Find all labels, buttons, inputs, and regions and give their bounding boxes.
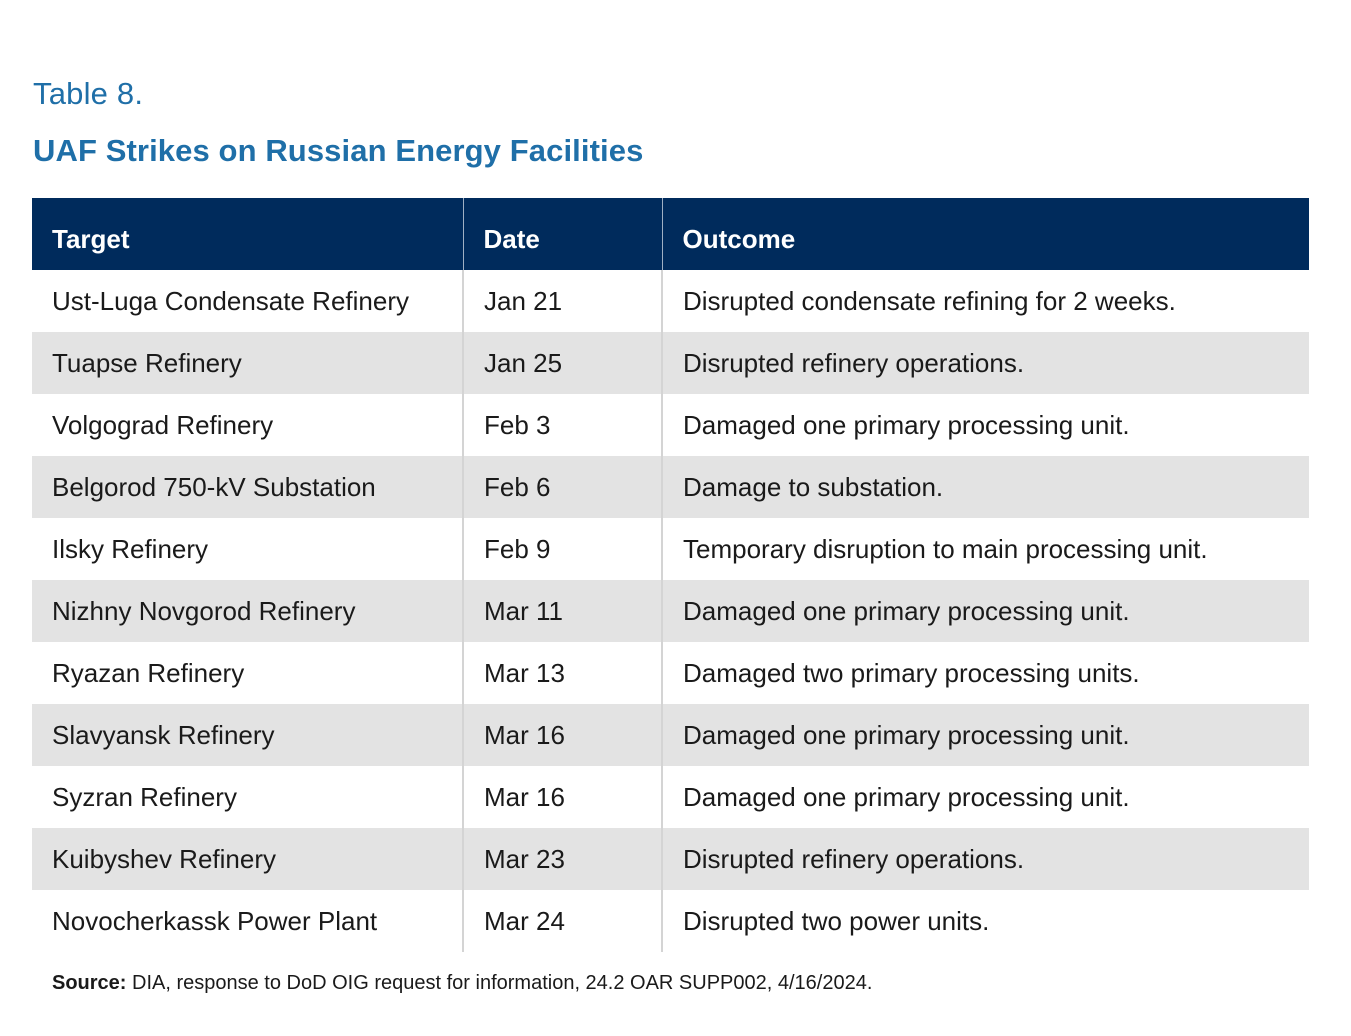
cell-target: Slavyansk Refinery <box>32 704 463 766</box>
cell-date: Mar 24 <box>463 890 662 952</box>
header-outcome: Outcome <box>662 198 1309 270</box>
table-title: UAF Strikes on Russian Energy Facilities <box>33 133 644 168</box>
cell-target: Volgograd Refinery <box>52 409 274 440</box>
cell-date: Jan 25 <box>463 332 662 394</box>
header-target: Target <box>32 198 463 270</box>
cell-outcome: Damaged two primary processing units. <box>662 642 1309 704</box>
table-row <box>32 270 1309 332</box>
table-row <box>32 890 1309 952</box>
cell-outcome: Temporary disruption to main processing unit. <box>662 518 1309 580</box>
cell-target: Nizhny Novgorod Refinery <box>32 580 463 642</box>
cell-target: Tuapse Refinery <box>32 332 463 394</box>
cell-target: Novocherkassk Power Plant <box>52 905 378 936</box>
cell-target: Ilsky Refinery <box>52 533 209 564</box>
table-row <box>32 518 1309 580</box>
strikes-table <box>32 198 1309 952</box>
cell-outcome: Damage to substation. <box>662 456 1309 518</box>
table-row <box>32 580 1309 642</box>
cell-outcome: Disrupted refinery operations. <box>662 332 1309 394</box>
cell-outcome: Damaged one primary processing unit. <box>662 766 1309 828</box>
table-row <box>32 642 1309 704</box>
cell-outcome: Disrupted refinery operations. <box>662 828 1309 890</box>
cell-target: Ust-Luga Condensate Refinery <box>52 285 409 316</box>
table-row <box>32 456 1309 518</box>
cell-date: Feb 6 <box>463 456 662 518</box>
cell-target: Ryazan Refinery <box>52 657 245 688</box>
header-date: Date <box>463 198 662 270</box>
cell-outcome: Disrupted two power units. <box>662 890 1309 952</box>
cell-target: Kuibyshev Refinery <box>32 828 463 890</box>
table-row <box>32 394 1309 456</box>
cell-outcome: Damaged one primary processing unit. <box>662 394 1309 456</box>
cell-date: Mar 13 <box>463 642 662 704</box>
cell-target: Belgorod 750-kV Substation <box>32 456 463 518</box>
table-header-row <box>32 198 1309 270</box>
source-note <box>52 972 872 995</box>
cell-outcome: Damaged one primary processing unit. <box>662 704 1309 766</box>
cell-date: Jan 21 <box>463 270 662 332</box>
table-row <box>32 828 1309 890</box>
source-text: DIA, response to DoD OIG request for information, 24.2 OAR SUPP002, 4/16/2024. <box>126 972 873 994</box>
cell-date: Feb 3 <box>463 394 662 456</box>
cell-date: Mar 11 <box>463 580 662 642</box>
cell-date: Mar 16 <box>463 704 662 766</box>
source-label: Source: <box>52 972 127 994</box>
cell-date: Mar 16 <box>463 766 662 828</box>
table-row <box>32 766 1309 828</box>
table-number: Table 8. <box>33 76 144 111</box>
cell-date: Mar 23 <box>463 828 662 890</box>
cell-outcome: Damaged one primary processing unit. <box>662 580 1309 642</box>
cell-target: Syzran Refinery <box>52 781 237 812</box>
table-row <box>32 332 1309 394</box>
table-row <box>32 704 1309 766</box>
cell-date: Feb 9 <box>463 518 662 580</box>
cell-outcome: Disrupted condensate refining for 2 weeks. <box>662 270 1309 332</box>
